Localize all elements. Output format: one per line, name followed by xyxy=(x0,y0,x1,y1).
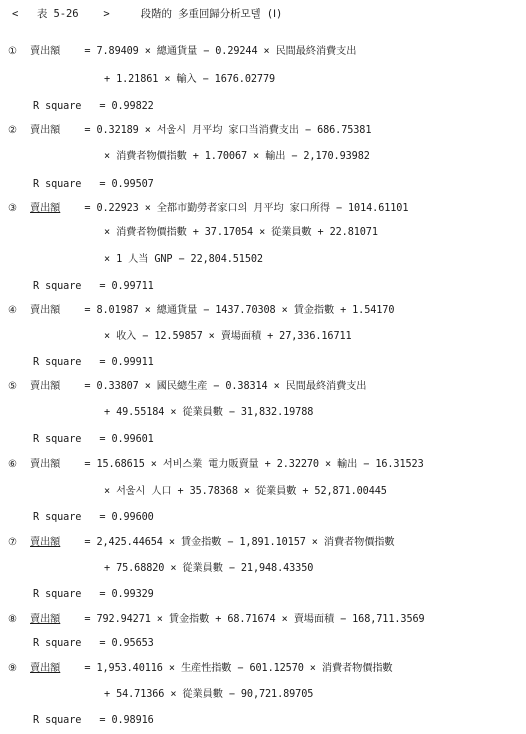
r-square-row xyxy=(33,511,154,524)
model-index: ⑤ xyxy=(8,381,18,392)
model-index: ⑦ xyxy=(8,537,18,548)
header-right-bracket: > xyxy=(103,8,110,20)
model-line xyxy=(8,124,371,137)
dependent-variable: 賣出額 xyxy=(30,125,61,136)
equation-line: = 1,953.40116 × 生産性指數 − 601.12570 × 消費者物價指數 xyxy=(84,663,393,674)
r-square-label: R square xyxy=(33,101,82,112)
table-number: 表 5-26 xyxy=(36,8,79,20)
r-square-value: = 0.99600 xyxy=(99,512,154,523)
model-line xyxy=(8,613,425,626)
r-square-row xyxy=(33,637,154,650)
r-square-label: R square xyxy=(33,512,82,523)
equation-line: = 15.68615 × 서비스業 電力販賣量 + 2.32270 × 輸出 − 16.31523 xyxy=(84,459,424,470)
equation-line: = 792.94271 × 賃金指數 + 68.71674 × 賣場面積 − 168,711.3569 xyxy=(84,614,425,625)
r-square-value: = 0.99822 xyxy=(99,101,154,112)
equation-line: × 1 人当 GNP − 22,804.51502 xyxy=(104,254,263,265)
dependent-variable: 賣出額 xyxy=(30,537,61,548)
r-square-value: = 0.99329 xyxy=(99,589,154,600)
model-index: ⑥ xyxy=(8,459,18,470)
equation-line: + 49.55184 × 從業員數 − 31,832.19788 xyxy=(104,407,314,418)
model-index: ② xyxy=(8,125,18,136)
r-square-value: = 0.98916 xyxy=(99,715,154,726)
r-square-row xyxy=(33,280,154,293)
equation-line: = 2,425.44654 × 賃金指數 − 1,891.10157 × 消費者物價指數 xyxy=(84,537,395,548)
equation-line: × 서울시 人口 + 35.78368 × 從業員數 + 52,871.00445 xyxy=(104,486,387,497)
model-index: ⑨ xyxy=(8,663,18,674)
equation-line: + 75.68820 × 從業員數 − 21,948.43350 xyxy=(104,563,314,574)
r-square-row xyxy=(33,100,154,113)
model-index: ③ xyxy=(8,203,18,214)
r-square-label: R square xyxy=(33,434,82,445)
r-square-value: = 0.99911 xyxy=(99,357,154,368)
dependent-variable: 賣出額 xyxy=(30,305,61,316)
r-square-row xyxy=(33,714,154,727)
r-square-label: R square xyxy=(33,281,82,292)
equation-line: × 消費者物價指數 + 37.17054 × 從業員數 + 22.81071 xyxy=(104,227,378,238)
table-header xyxy=(12,8,282,21)
r-square-row xyxy=(33,356,154,369)
r-square-label: R square xyxy=(33,357,82,368)
model-line xyxy=(8,304,394,317)
model-line xyxy=(8,380,366,393)
r-square-value: = 0.99711 xyxy=(99,281,154,292)
model-line xyxy=(8,536,394,549)
equation-line: + 54.71366 × 從業員數 − 90,721.89705 xyxy=(104,689,314,700)
r-square-row xyxy=(33,588,154,601)
r-square-label: R square xyxy=(33,589,82,600)
equation-line: = 8.01987 × 總通貨量 − 1437.70308 × 賃金指數 + 1.54170 xyxy=(84,305,395,316)
table-title: 段階的 多重回歸分析모델 (Ⅰ) xyxy=(140,8,283,20)
equation-line: = 7.89409 × 總通貨量 − 0.29244 × 民間最終消費支出 xyxy=(84,46,357,57)
equation-line: = 0.22923 × 全都市勤勞者家口의 月平均 家口所得 − 1014.61101 xyxy=(84,203,409,214)
dependent-variable: 賣出額 xyxy=(30,663,61,674)
r-square-label: R square xyxy=(33,638,82,649)
model-line xyxy=(8,45,356,58)
header-left-bracket: < xyxy=(12,8,19,20)
r-square-value: = 0.95653 xyxy=(99,638,154,649)
model-index: ① xyxy=(8,46,18,57)
model-index: ④ xyxy=(8,305,18,316)
r-square-row xyxy=(33,178,154,191)
r-square-row xyxy=(33,433,154,446)
dependent-variable: 賣出額 xyxy=(30,459,61,470)
r-square-value: = 0.99507 xyxy=(99,179,154,190)
model-line xyxy=(8,662,393,675)
equation-line: × 消費者物價指數 + 1.70067 × 輸出 − 2,170.93982 xyxy=(104,151,370,162)
equation-line: = 0.33807 × 國民總生産 − 0.38314 × 民間最終消費支出 xyxy=(84,381,367,392)
r-square-label: R square xyxy=(33,179,82,190)
dependent-variable: 賣出額 xyxy=(30,381,61,392)
model-line xyxy=(8,202,408,215)
dependent-variable: 賣出額 xyxy=(30,203,61,214)
equation-line: + 1.21861 × 輸入 − 1676.02779 xyxy=(104,74,276,85)
dependent-variable: 賣出額 xyxy=(30,46,61,57)
r-square-label: R square xyxy=(33,715,82,726)
model-line xyxy=(8,458,424,471)
model-index: ⑧ xyxy=(8,614,18,625)
r-square-value: = 0.99601 xyxy=(99,434,154,445)
dependent-variable: 賣出額 xyxy=(30,614,61,625)
equation-line: = 0.32189 × 서울시 月平均 家口当消費支出 − 686.75381 xyxy=(84,125,372,136)
equation-line: × 收入 − 12.59857 × 賣場面積 + 27,336.16711 xyxy=(104,331,352,342)
